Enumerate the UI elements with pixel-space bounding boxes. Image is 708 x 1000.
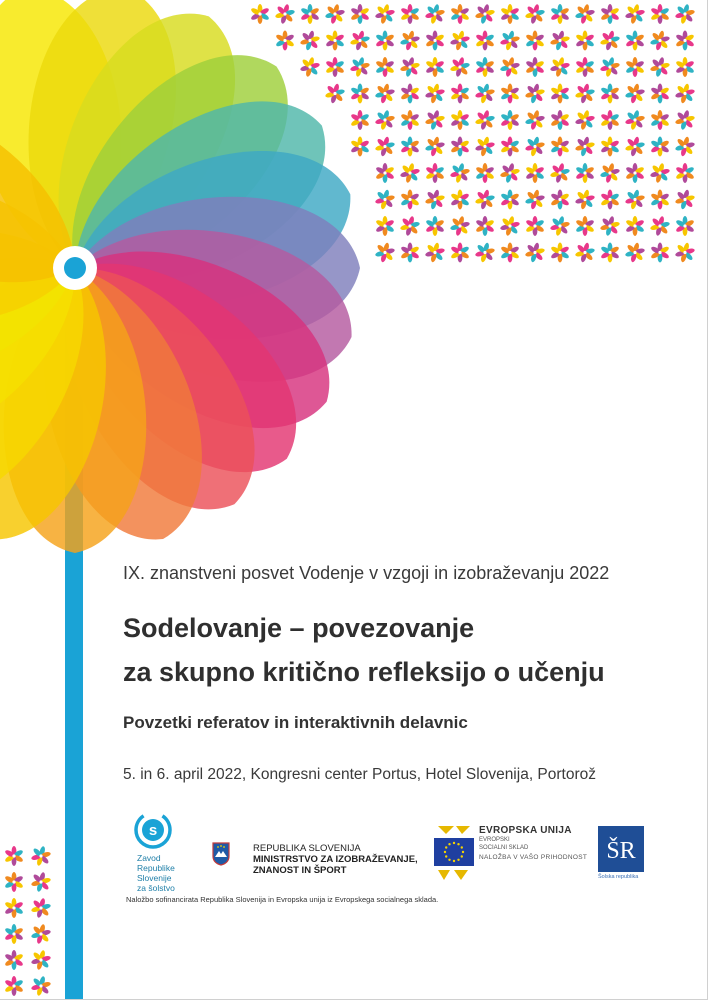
small-flower-icon bbox=[4, 924, 24, 944]
eu-subtitle: EVROPSKI bbox=[479, 837, 510, 843]
eu-subtitle: SOCIALNI SKLAD bbox=[479, 845, 529, 851]
sr-caption: Šolska republika bbox=[598, 874, 639, 880]
zrss-logo-letter: s bbox=[148, 822, 158, 839]
eu-slogan: NALOŽBA V VAŠO PRIHODNOST bbox=[479, 854, 588, 861]
small-flower-icon bbox=[4, 976, 24, 996]
solska-republika-logo-icon bbox=[598, 826, 644, 872]
eu-star-icon bbox=[462, 851, 464, 853]
subtitle: Povzetki referatov in interaktivnih delavnic bbox=[123, 713, 468, 732]
page-title bbox=[123, 606, 605, 694]
sponsor-logos bbox=[0, 810, 708, 900]
eu-star-icon bbox=[448, 859, 450, 861]
small-flower-icon bbox=[4, 898, 24, 918]
small-flower-icon bbox=[31, 976, 52, 997]
eu-star-icon bbox=[461, 846, 463, 848]
zrss-line: Zavod bbox=[137, 853, 161, 863]
eu-star-icon bbox=[457, 843, 459, 845]
event-dates-location: 5. in 6. april 2022, Kongresni center Portus, Hotel Slovenija, Portorož bbox=[123, 766, 597, 783]
eu-title: EVROPSKA UNIJA bbox=[479, 825, 572, 836]
ministry-name bbox=[253, 843, 418, 876]
ministry-line: REPUBLIKA SLOVENIJA bbox=[253, 843, 361, 854]
slovenia-coat-of-arms-icon bbox=[212, 842, 230, 866]
title-line-1: Sodelovanje – povezovanje bbox=[123, 613, 475, 643]
small-flower-icon bbox=[31, 950, 52, 971]
funding-note: Naložbo sofinancirata Republika Slovenija in Evropska unija iz Evropskega socialnega sklada. bbox=[126, 895, 439, 904]
zrss-logo-icon bbox=[126, 810, 196, 852]
zrss-line: za šolstvo bbox=[137, 883, 175, 893]
small-flower-icon bbox=[4, 950, 24, 970]
eu-name bbox=[479, 825, 587, 861]
eu-flag-icon bbox=[432, 824, 476, 882]
zrss-line: Republike bbox=[137, 863, 175, 873]
zrss-line: Slovenije bbox=[137, 873, 172, 883]
eu-star-icon bbox=[453, 860, 455, 862]
ministry-line: ZNANOST IN ŠPORT bbox=[253, 865, 347, 876]
small-flower-icon bbox=[31, 924, 52, 945]
eu-star-icon bbox=[448, 843, 450, 845]
small-flower-icon bbox=[31, 898, 52, 919]
sr-mark: ŠR bbox=[606, 838, 636, 864]
zrss-name bbox=[137, 853, 175, 893]
ministry-line: MINISTRSTVO ZA IZOBRAŽEVANJE, bbox=[253, 854, 418, 865]
title-line-2: za skupno kritično refleksijo o učenju bbox=[123, 657, 605, 687]
eu-star-icon bbox=[461, 855, 463, 857]
eu-star-icon bbox=[445, 855, 447, 857]
eu-star-icon bbox=[453, 842, 455, 844]
eu-star-icon bbox=[444, 851, 446, 853]
eu-star-icon bbox=[457, 859, 459, 861]
eu-star-icon bbox=[445, 846, 447, 848]
event-line: IX. znanstveni posvet Vodenje v vzgoji in izobraževanju 2022 bbox=[123, 563, 610, 583]
